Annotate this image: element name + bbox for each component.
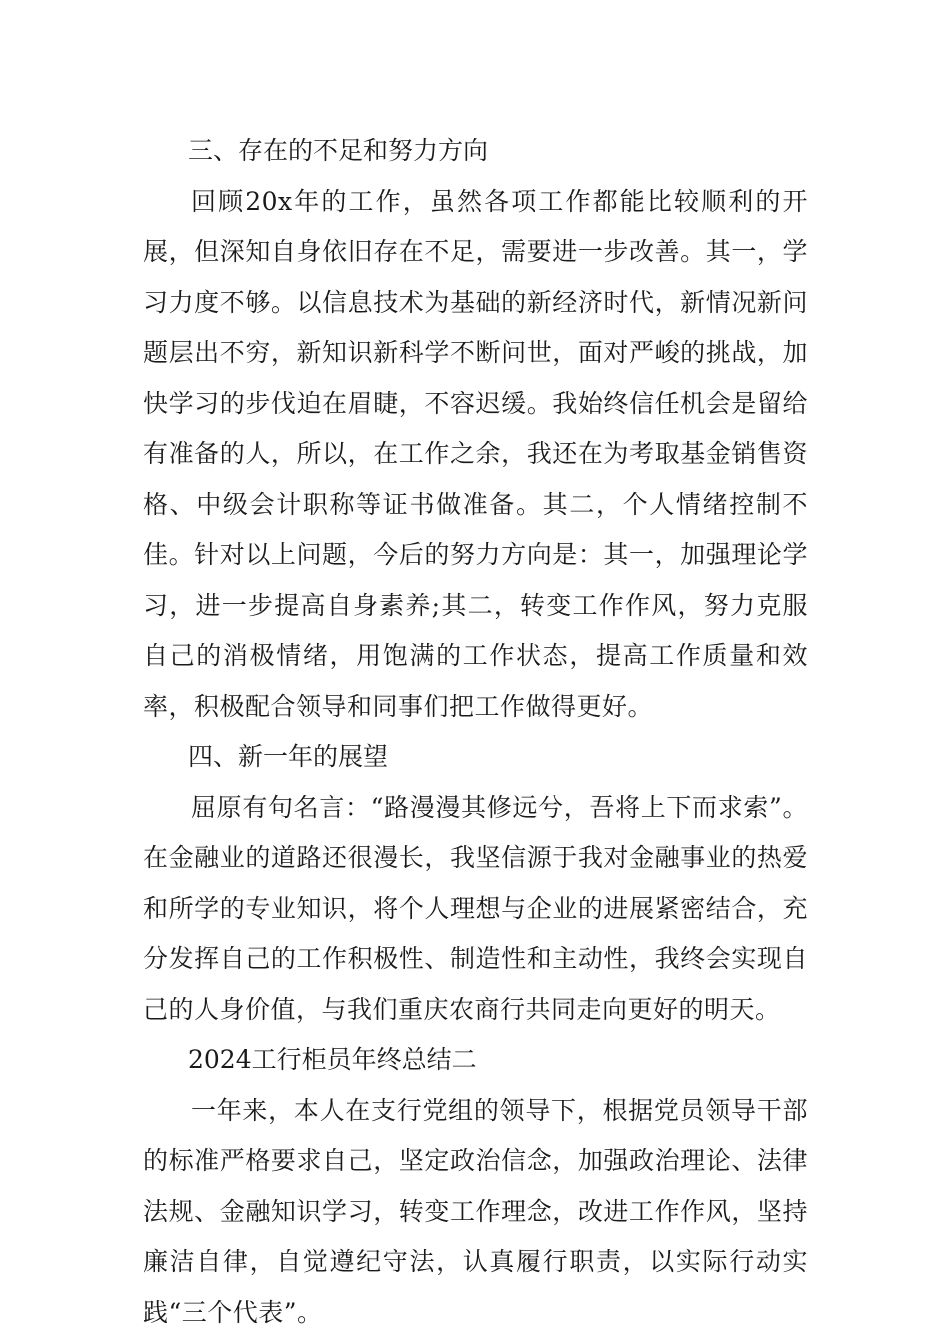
paragraph-summary-two: 一年来，本人在支行党组的领导下，根据党员领导干部的标准严格要求自己，坚定政治信念，加强政治理论、法律法规、金融知识学习，转变工作理念，改进工作作风，坚持廉洁自律，自觉遵纪守法，认真履行职责，以实际行动实践“三个代表”。: [143, 1095, 808, 1327]
paragraph-review: 回顾20x年的工作，虽然各项工作都能比较顺利的开展，但深知自身依旧存在不足，需要进一步改善。其一，学习力度不够。以信息技术为基础的新经济时代，新情况新问题层出不穷，新知识新科学不断问世，面对严峻的挑战，加快学习的步伐迫在眉睫，不容迟缓。我始终信任机会是留给有准备的人，所以，在工作之余，我还在为考取基金销售资格、中级会计职称等证书做准备。其二，个人情绪控制不佳。针对以上问题，今后的努力方向是：其一，加强理论学习，进一步提高自身素养;其二，转变工作作风，努力克服自己的消极情绪，用饱满的工作状态，提高工作质量和效率，积极配合领导和同事们把工作做得更好。: [143, 186, 808, 721]
paragraph-outlook: 屈原有句名言：“路漫漫其修远兮，吾将上下而求索”。在金融业的道路还很漫长，我坚信源于我对金融事业的热爱和所学的专业知识，将个人理想与企业的进展紧密结合，充分发挥自己的工作积极性、制造性和主动性，我终会实现自己的人身价值，与我们重庆农商行共同走向更好的明天。: [143, 792, 808, 1024]
section-heading-outlook: 四、新一年的展望: [188, 742, 389, 771]
document-body: [143, 126, 808, 1338]
section-heading-summary-two: 2024工行柜员年终总结二: [188, 1045, 477, 1074]
section-heading-shortcomings: 三、存在的不足和努力方向: [188, 136, 489, 165]
